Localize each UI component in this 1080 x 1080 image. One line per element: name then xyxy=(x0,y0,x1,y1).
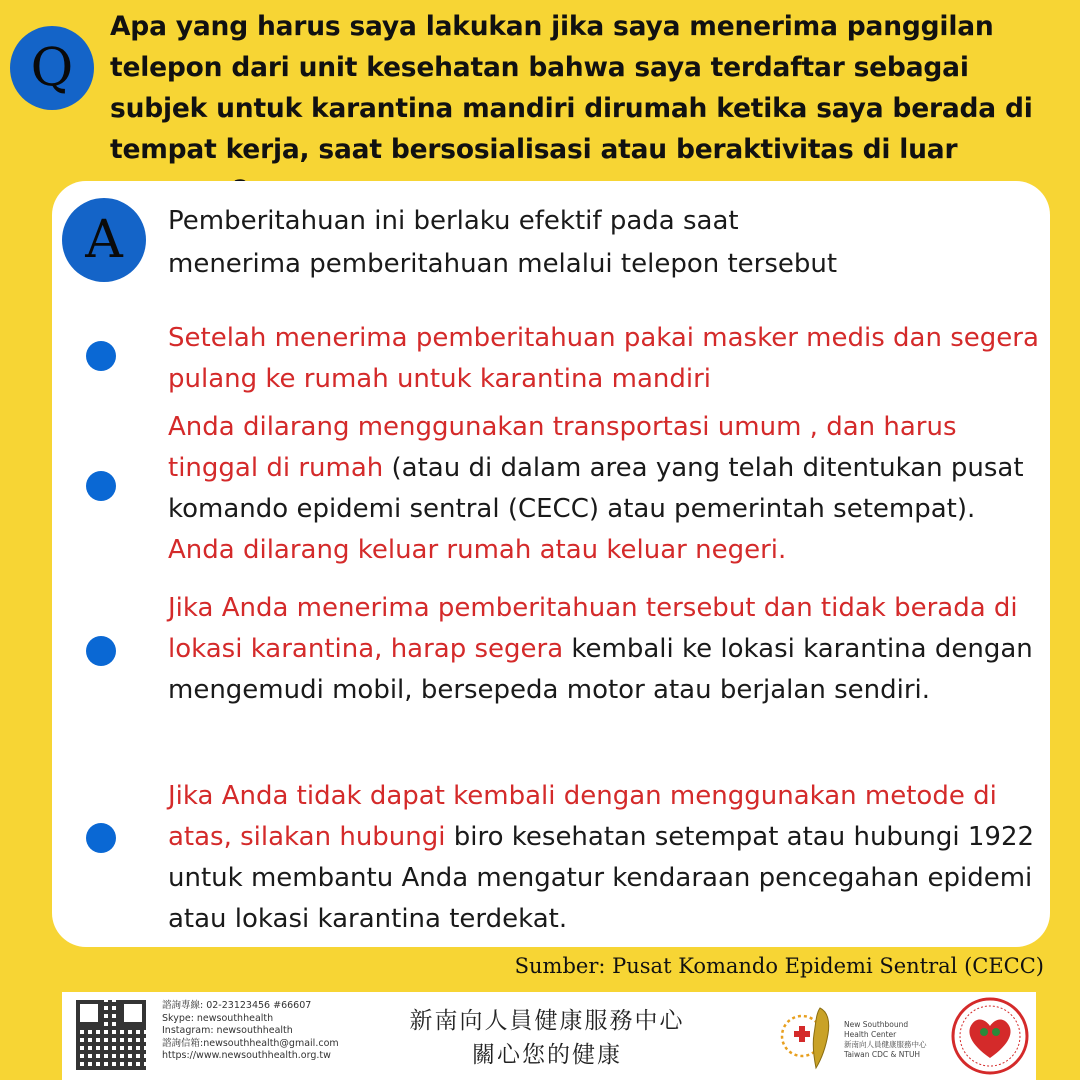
list-item-2-text: (atau di dalam area yang telah ditentukan pusat komando epidemi sentral (CECC) atau pemerintah setempat). xyxy=(168,453,1024,524)
contact-website[interactable]: https://www.newsouthhealth.org.tw xyxy=(162,1050,331,1061)
logo-caption-line1: New Southbound xyxy=(844,1020,909,1029)
list-item-2-red-1: Anda dilarang menggunakan transportasi umum , dan harus tinggal di rumah xyxy=(168,412,957,483)
logo-caption xyxy=(844,1020,927,1060)
contact-email[interactable]: 諮詢信箱:newsouthhealth@gmail.com xyxy=(162,1037,339,1049)
answer-intro xyxy=(168,200,1048,286)
answer-intro-line2: menerima pemberitahuan melalui telepon tersebut xyxy=(168,249,838,279)
contact-instagram: Instagram: newsouthhealth xyxy=(162,1025,293,1036)
list-item-3 xyxy=(168,588,1048,711)
list-item-4-text: biro kesehatan setempat atau hubungi 1922 untuk membantu Anda mengatur kendaraan pencegahan epidemi atau lokasi karantina terdekat. xyxy=(168,822,1035,934)
source-credit: Sumber: Pusat Komando Epidemi Sentral (CECC) xyxy=(514,954,1044,978)
list-item-3-red: Jika Anda menerima pemberitahuan tersebut dan tidak berada di lokasi karantina, harap segera xyxy=(168,593,1018,664)
bullet-icon xyxy=(86,636,116,666)
logo-caption-line4: Taiwan CDC & NTUH xyxy=(844,1050,921,1059)
question-badge: Q xyxy=(10,26,94,110)
list-item-3-text: kembali ke lokasi karantina dengan mengemudi mobil, bersepeda motor atau berjalan sendiri. xyxy=(168,634,1033,705)
footer-title-line1: 新南向人員健康服務中心 xyxy=(409,1008,685,1034)
contact-info xyxy=(162,1000,339,1063)
list-item-1-red: Setelah menerima pemberitahuan pakai masker medis dan segera pulang ke rumah untuk karantina mandiri xyxy=(168,323,1039,394)
taiwan-health-center-logo-icon xyxy=(780,998,842,1074)
question-text: Apa yang harus saya lakukan jika saya menerima panggilan telepon dari unit kesehatan bahwa saya terdaftar sebagai subjek untuk karantina mandiri dirumah ketika saya berada di tempat kerja, saat bersosialisasi atau beraktivitas di luar xyxy=(110,11,1033,165)
list-item-1 xyxy=(168,318,1048,400)
bullet-icon xyxy=(86,823,116,853)
list-item-4-red: Jika Anda tidak dapat kembali dengan menggunakan metode di atas, silakan hubungi xyxy=(168,781,997,852)
bullet-icon xyxy=(86,471,116,501)
logo-caption-line2: Health Center xyxy=(844,1030,897,1039)
ntuh-heart-logo-icon xyxy=(950,996,1030,1076)
answer-intro-line1: Pemberitahuan ini berlaku efektif pada saat xyxy=(168,206,739,236)
footer-title xyxy=(382,1004,712,1072)
logo-caption-line3: 新南向人員健康服務中心 xyxy=(844,1040,927,1049)
footer-title-line2: 關心您的健康 xyxy=(472,1042,622,1068)
list-item-4 xyxy=(168,776,1048,940)
list-item-2 xyxy=(168,407,1048,571)
contact-phone: 諮詢專線: 02-23123456 #66607 xyxy=(162,1000,312,1011)
answer-badge: A xyxy=(62,198,146,282)
bullet-icon xyxy=(86,341,116,371)
qr-code-icon[interactable] xyxy=(76,1000,146,1070)
list-item-2-red-2: Anda dilarang keluar rumah atau keluar negeri. xyxy=(168,535,787,565)
footer-banner xyxy=(62,992,1036,1080)
contact-skype: Skype: newsouthhealth xyxy=(162,1012,274,1024)
